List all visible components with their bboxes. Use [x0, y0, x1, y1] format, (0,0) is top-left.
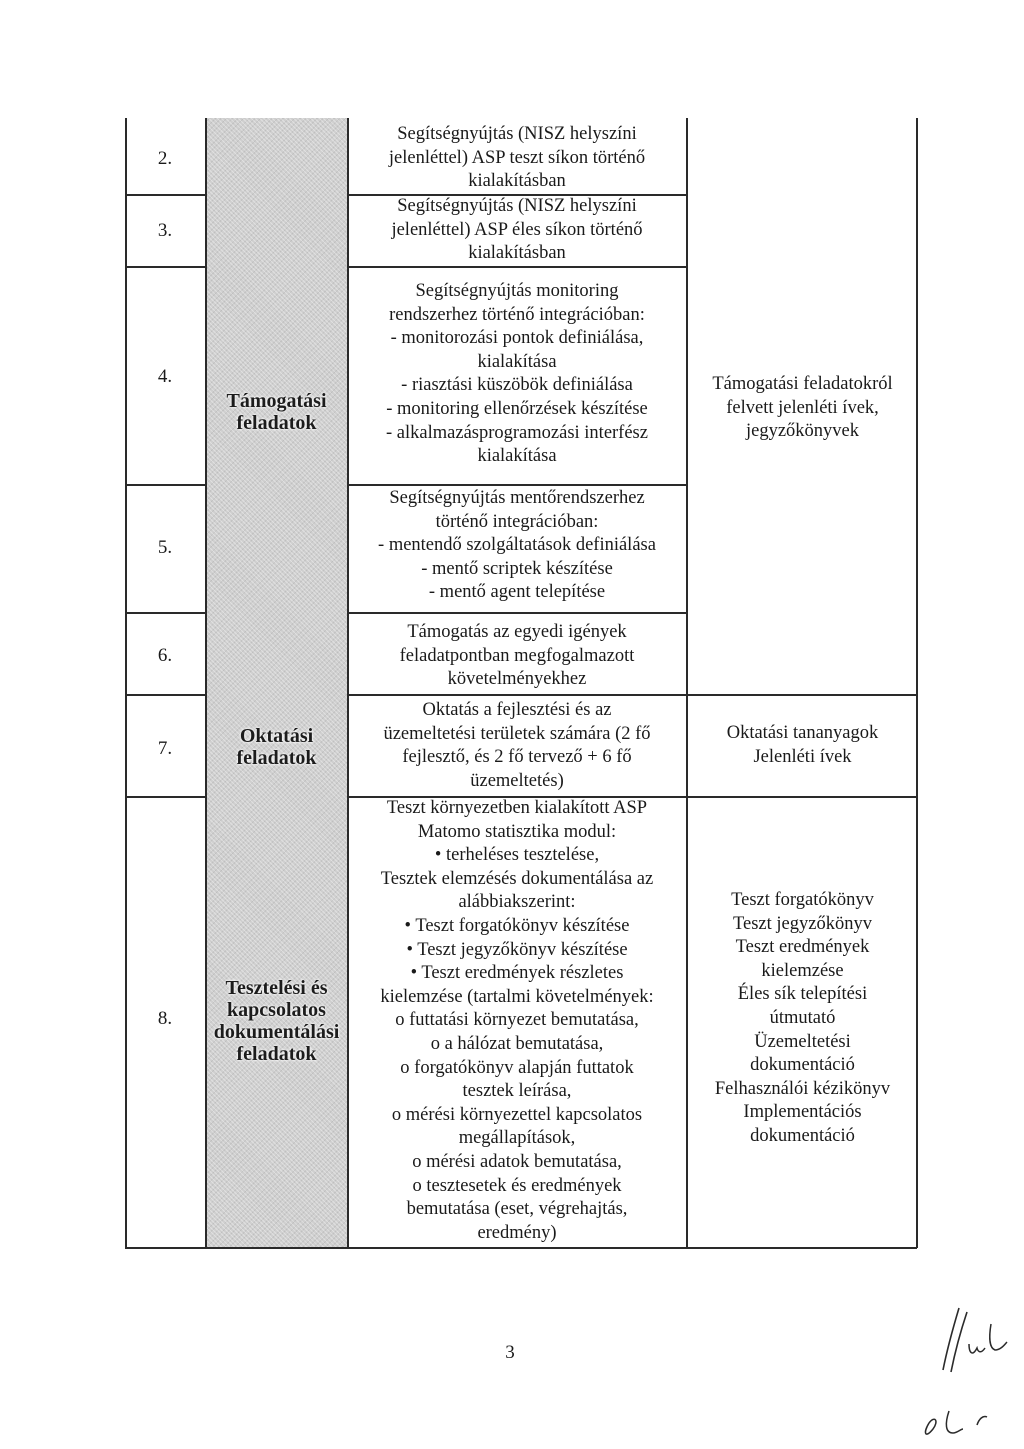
- category-line: feladatok: [236, 747, 317, 769]
- task-line: o tesztesetek és eredmények: [412, 1175, 622, 1196]
- task-line: - mentő scriptek készítése: [421, 558, 613, 579]
- row-separator-num-7: [125, 796, 206, 798]
- task-row-3: [348, 195, 686, 266]
- task-line: Segítségnyújtás (NISZ helyszíni: [397, 196, 637, 216]
- task-line: • Teszt forgatókönyv készítése: [404, 915, 630, 936]
- task-line: rendszerhez történő integrációban:: [389, 304, 645, 325]
- task-line: bemutatása (eset, végrehajtás,: [406, 1199, 628, 1220]
- task-line: kialakítása: [477, 351, 557, 372]
- task-line: - mentendő szolgáltatások definiálása: [378, 535, 656, 556]
- row-separator-num-2: [125, 194, 206, 196]
- category-column-shading: [205, 118, 348, 1248]
- output-line: Teszt jegyzőkönyv: [733, 913, 872, 934]
- output-line: Oktatási tananyagok: [726, 723, 879, 743]
- task-line: jelenléttel) ASP teszt síkon történő: [388, 147, 646, 168]
- handwritten-initials-top: [915, 1300, 1024, 1380]
- task-line: üzemeltetés): [470, 770, 564, 791]
- task-line: • terheléses tesztelése,: [434, 845, 600, 866]
- output-line: Teszt forgatókönyv: [731, 890, 874, 910]
- output-line: Felhasználói kézikönyv: [714, 1078, 891, 1099]
- task-line: kielemzése (tartalmi követelmények:: [380, 986, 654, 1007]
- output-training: [688, 722, 917, 769]
- task-line: fejlesztő, és 2 fő tervező + 6 fő: [402, 747, 632, 768]
- task-line: Tesztek elemzésés dokumentálása az: [380, 868, 654, 889]
- category-testing: [205, 977, 348, 1065]
- task-line: Teszt környezetben kialakított ASP: [386, 798, 648, 818]
- output-line: dokumentáció: [750, 1055, 855, 1076]
- output-line: Üzemeltetési: [754, 1031, 851, 1052]
- task-line: üzemeltetési területek számára (2 fő: [383, 723, 651, 744]
- category-support: [205, 390, 348, 434]
- task-line: kialakításban: [468, 243, 566, 264]
- task-line: - mentő agent telepítése: [428, 582, 606, 603]
- output-support: [688, 373, 917, 444]
- output-line: Támogatási feladatokról: [712, 374, 893, 394]
- output-line: felvett jelenléti ívek,: [726, 397, 879, 418]
- handwritten-initials-bottom: [905, 1395, 1015, 1445]
- output-line: jegyzőkönyvek: [745, 421, 860, 442]
- category-line: Támogatási: [226, 390, 327, 412]
- output-line: dokumentáció: [750, 1125, 855, 1146]
- task-line: Segítségnyújtás mentőrendszerhez: [389, 488, 645, 508]
- task-line: megállapítások,: [458, 1128, 576, 1149]
- output-line: Implementációs: [743, 1102, 862, 1123]
- output-testing: [688, 889, 917, 1149]
- table-divider-number: [205, 118, 207, 1248]
- task-line: jelenléttel) ASP éles síkon történő: [391, 219, 643, 240]
- output-line: útmutató: [769, 1007, 836, 1028]
- row-number: 4.: [157, 366, 173, 387]
- row-number: 7.: [157, 738, 173, 759]
- output-line: kielemzése: [761, 960, 844, 981]
- row-separator-full-6: [347, 694, 917, 696]
- task-line: eredmény): [477, 1222, 557, 1243]
- output-line: Jelenléti ívek: [753, 746, 852, 767]
- row-number: 5.: [157, 537, 173, 558]
- task-line: o forgatókönyv alapján futtatok: [400, 1057, 634, 1078]
- task-line: o mérési környezettel kapcsolatos: [391, 1104, 643, 1125]
- task-line: Segítségnyújtás monitoring: [415, 281, 619, 301]
- category-line: Oktatási: [239, 725, 314, 747]
- output-line: Teszt eredmények: [735, 937, 870, 958]
- task-line: o mérési adatok bemutatása,: [412, 1151, 622, 1172]
- task-line: Matomo statisztika modul:: [417, 821, 617, 842]
- task-line: kialakítása: [477, 446, 557, 467]
- row-separator-num-5: [125, 612, 206, 614]
- category-line: kapcsolatos: [227, 999, 326, 1021]
- page-number: 3: [505, 1342, 515, 1363]
- row-number: 8.: [157, 1008, 173, 1029]
- task-line: Oktatás a fejlesztési és az: [422, 700, 612, 720]
- category-line: feladatok: [236, 412, 317, 434]
- task-line: o futtatási környezet bemutatása,: [395, 1010, 639, 1031]
- task-line: kialakításban: [468, 171, 566, 192]
- task-line: tesztek leírása,: [462, 1081, 572, 1102]
- task-line: - monitoring ellenőrzések készítése: [386, 398, 648, 419]
- task-row-5: [348, 487, 686, 605]
- task-line: • Teszt jegyzőkönyv készítése: [406, 939, 628, 960]
- task-line: • Teszt eredmények részletes: [410, 963, 624, 984]
- row-number: 6.: [157, 645, 173, 666]
- category-line: feladatok: [236, 1043, 317, 1065]
- task-line: - monitorozási pontok definiálása,: [390, 328, 644, 349]
- table-border-bottom: [125, 1247, 917, 1249]
- category-training: [205, 725, 348, 769]
- task-row-7: [348, 699, 686, 793]
- task-row-6: [348, 621, 686, 692]
- task-row-4: [348, 280, 686, 469]
- task-row-2: [348, 123, 686, 194]
- category-line: dokumentálási: [213, 1021, 340, 1043]
- output-line: Éles sík telepítési: [737, 984, 868, 1005]
- task-line: alábbiakszerint:: [458, 892, 576, 913]
- task-line: o a hálózat bemutatása,: [430, 1033, 604, 1054]
- task-line: történő integrációban:: [435, 511, 599, 532]
- row-separator-task-4: [347, 484, 687, 486]
- table-border-left: [125, 118, 127, 1248]
- row-separator-task-5: [347, 612, 687, 614]
- row-separator-num-6: [125, 694, 206, 696]
- row-number: 3.: [157, 220, 173, 241]
- task-line: - alkalmazásprogramozási interfész: [386, 422, 648, 443]
- row-separator-num-3: [125, 266, 206, 268]
- category-line: Tesztelési és: [225, 977, 328, 999]
- task-line: Segítségnyújtás (NISZ helyszíni: [397, 124, 637, 144]
- task-row-8: [348, 797, 686, 1245]
- task-line: feladatpontban megfogalmazott: [399, 645, 635, 666]
- task-line: - riasztási küszöbök definiálása: [401, 375, 633, 396]
- task-line: követelményekhez: [447, 669, 587, 690]
- task-line: Támogatás az egyedi igények: [407, 622, 627, 642]
- row-separator-num-4: [125, 484, 206, 486]
- row-separator-task-3: [347, 266, 687, 268]
- row-number: 2.: [157, 148, 173, 169]
